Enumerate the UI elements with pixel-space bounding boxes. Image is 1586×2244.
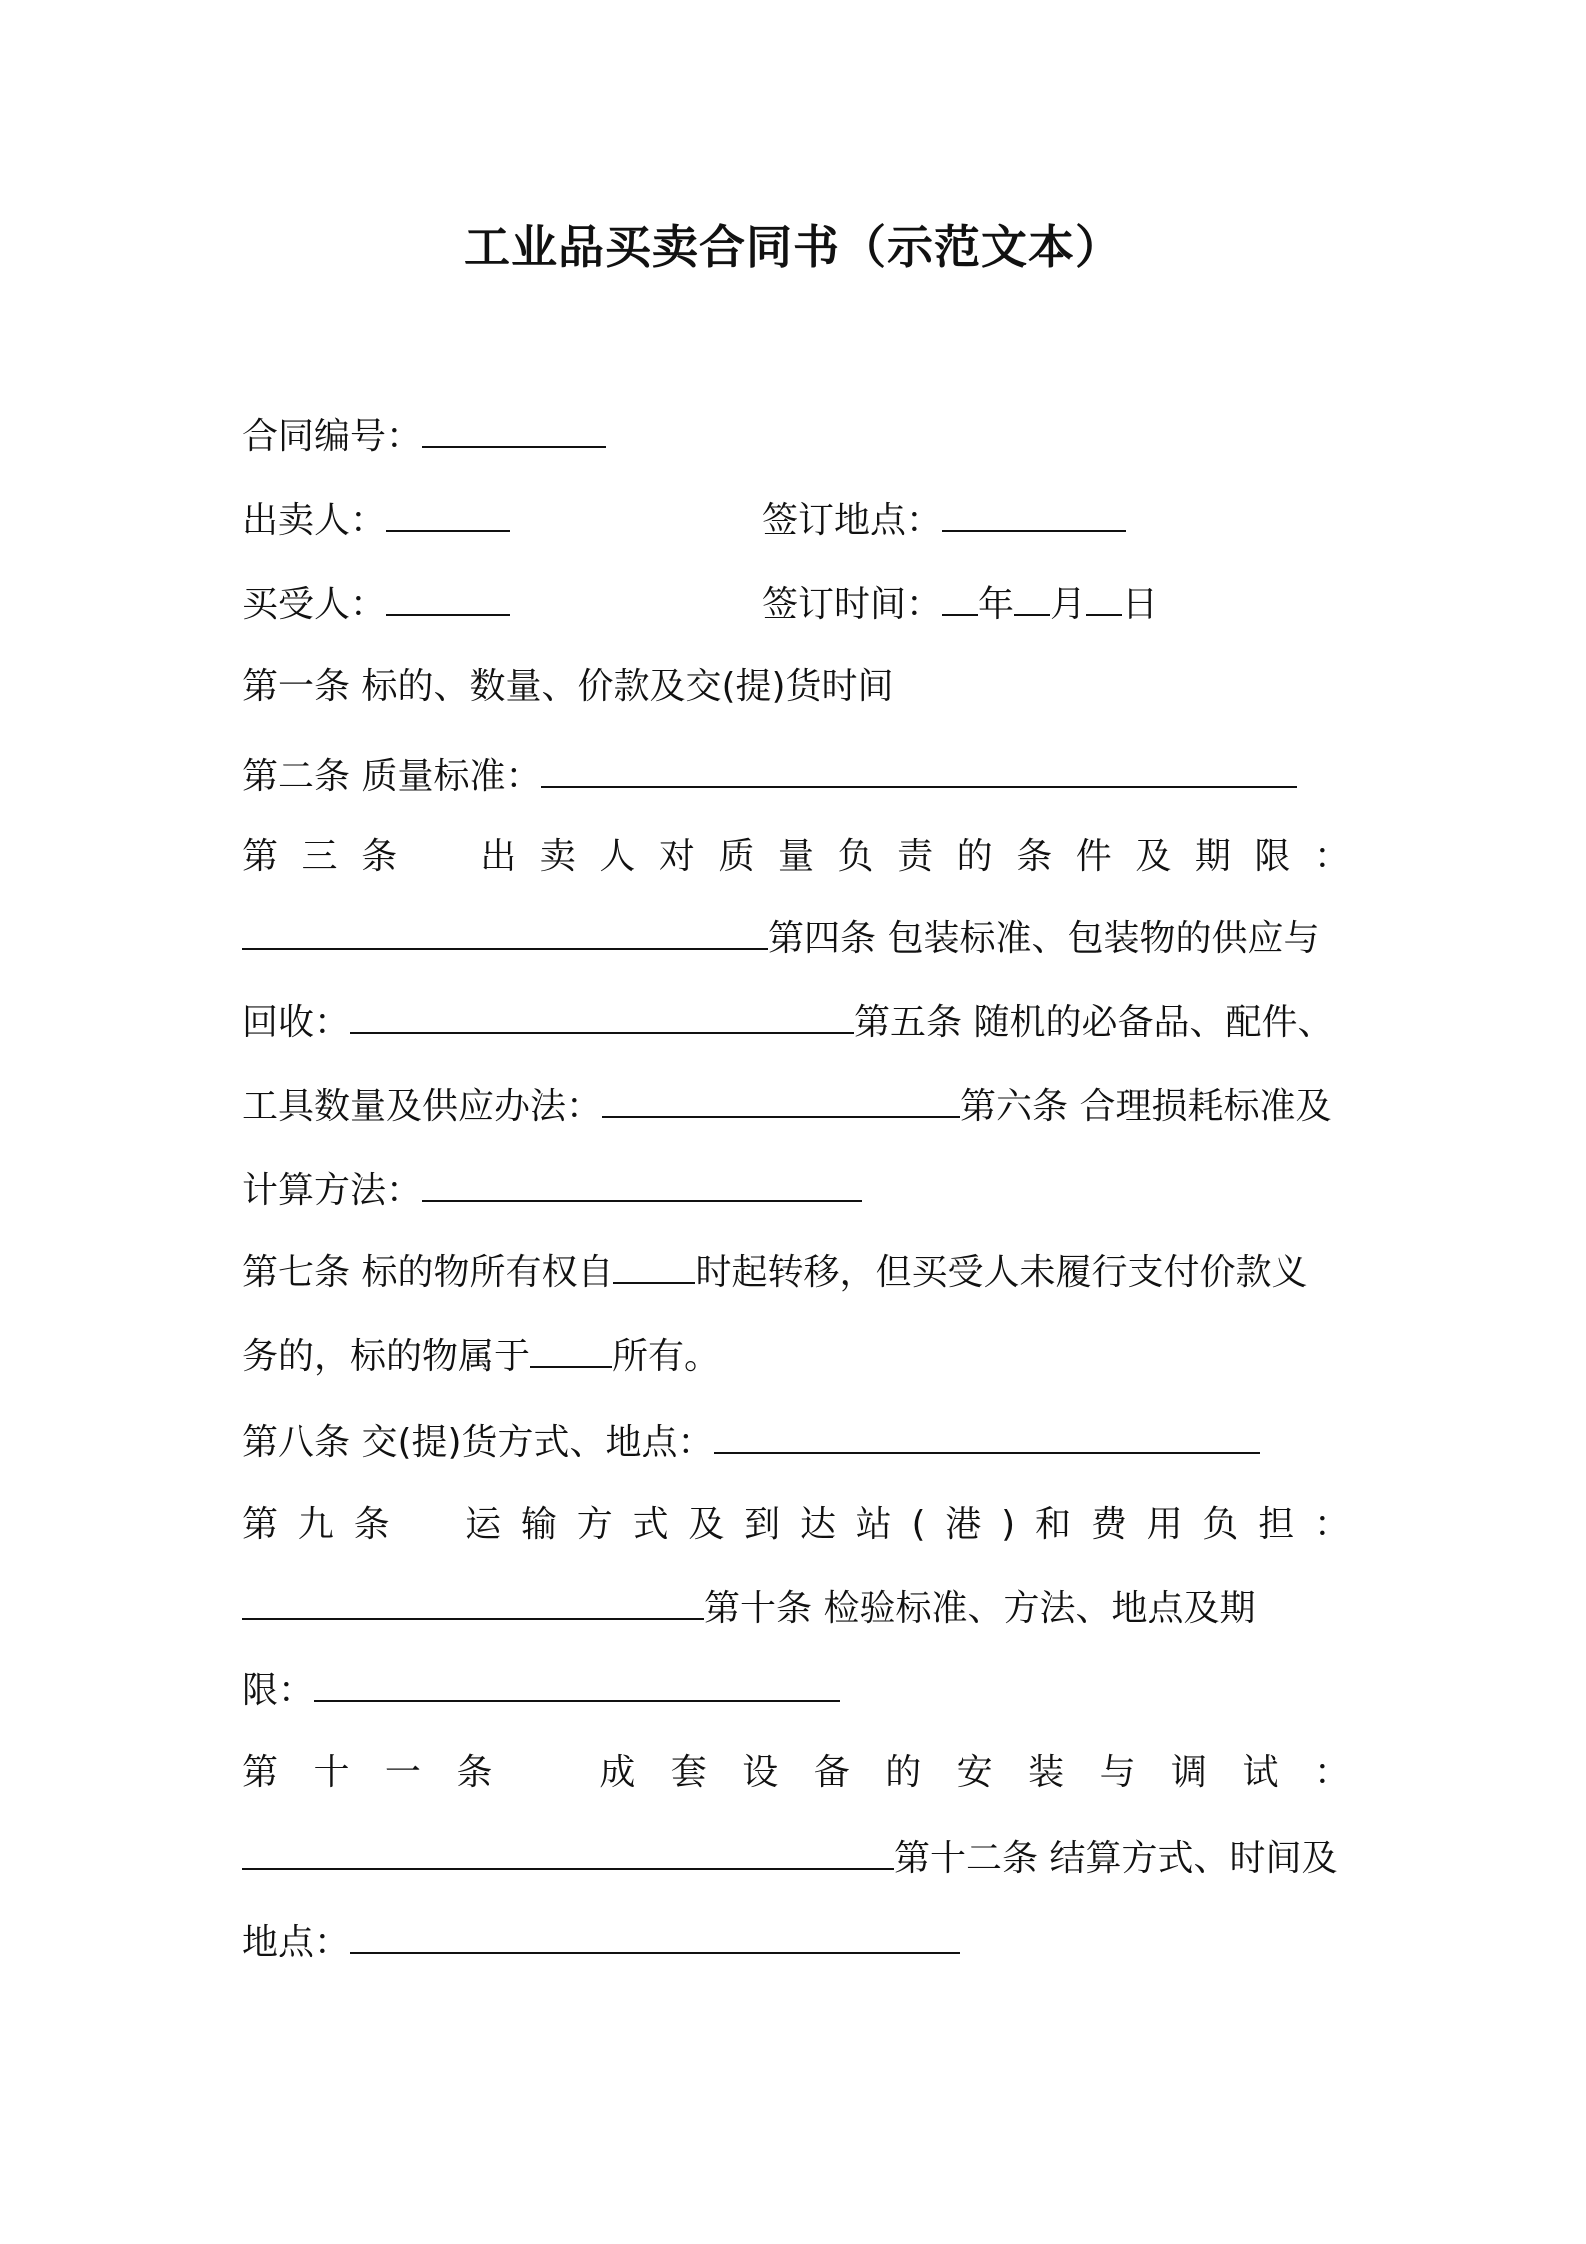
contract-number-blank (422, 412, 606, 448)
article-7-row (242, 1248, 1307, 1298)
article-2-label: 第二条 质量标准： (242, 756, 542, 797)
day-label: 日 (1122, 584, 1159, 625)
article-7-cont: 务的，标的物属于 (242, 1336, 531, 1377)
article-6-cont: 计算方法： (242, 1170, 423, 1211)
article-10-cont-row (242, 1666, 840, 1716)
article-4-cont: 回收： (242, 1002, 351, 1043)
buyer-label: 买受人： (242, 584, 387, 625)
article-5-row (242, 998, 1333, 1048)
document-title: 工业品买卖合同书（示范文本） (464, 220, 1122, 274)
seller-label: 出卖人： (242, 500, 387, 541)
article-6-cont-row (242, 1166, 862, 1216)
article-7-cont-row (242, 1332, 720, 1382)
article-5-label: 第五条 随机的必备品、配件、 (854, 1002, 1334, 1043)
contract-number-row (242, 412, 606, 462)
article-7-blank-2 (530, 1332, 612, 1368)
article-2 (242, 752, 1297, 802)
article-9-blank (242, 1584, 704, 1620)
article-12-cont-row (242, 1918, 960, 1968)
article-6-blank (422, 1166, 862, 1202)
article-5-blank (602, 1082, 960, 1118)
article-8-blank (714, 1418, 1260, 1454)
article-8-label: 第八条 交(提)货方式、地点： (242, 1422, 714, 1463)
article-10-label: 第十条 检验标准、方法、地点及期 (704, 1588, 1256, 1629)
article-12-label: 第十二条 结算方式、时间及 (894, 1838, 1338, 1879)
article-4-label: 第四条 包装标准、包装物的供应与 (768, 918, 1320, 959)
article-3-blank (242, 914, 768, 950)
sign-place-row (762, 496, 1126, 546)
year-blank (942, 580, 978, 616)
article-7-text: 时起转移，但买受人未履行支付价款义 (695, 1252, 1308, 1293)
sign-time-row (762, 580, 1158, 630)
article-7-blank-1 (613, 1248, 695, 1284)
month-label: 月 (1050, 584, 1087, 625)
article-8-row (242, 1418, 1260, 1468)
article-6-label: 第六条 合理损耗标准及 (960, 1086, 1332, 1127)
year-label: 年 (978, 584, 1015, 625)
buyer-row (242, 580, 510, 630)
seller-blank (386, 496, 510, 532)
article-3: 第三条 出卖人对质量负责的条件及期限： (242, 836, 1350, 877)
article-10-blank (314, 1666, 840, 1702)
sign-place-label: 签订地点： (762, 500, 943, 541)
article-6-row (242, 1082, 1331, 1132)
article-12-blank (350, 1918, 960, 1954)
article-11: 第十一条 成套设备的安装与调试： (242, 1752, 1350, 1793)
article-2-blank (541, 752, 1297, 788)
article-5-cont: 工具数量及供应办法： (242, 1086, 603, 1127)
article-9: 第九条 运输方式及到达站(港)和费用负担： (242, 1504, 1350, 1545)
seller-row (242, 496, 510, 546)
sign-place-blank (942, 496, 1126, 532)
buyer-blank (386, 580, 510, 616)
article-7-end: 所有。 (612, 1336, 721, 1377)
contract-number-label: 合同编号： (242, 416, 423, 457)
article-12-cont: 地点： (242, 1922, 351, 1963)
article-12-row (242, 1834, 1337, 1884)
day-blank (1086, 580, 1122, 616)
article-10-row (242, 1584, 1255, 1634)
article-1: 第一条 标的、数量、价款及交(提)货时间 (242, 666, 894, 707)
article-7-label: 第七条 标的物所有权自 (242, 1252, 614, 1293)
article-11-blank (242, 1834, 894, 1870)
month-blank (1014, 580, 1050, 616)
sign-time-label: 签订时间： (762, 584, 943, 625)
article-4-row (242, 914, 1319, 964)
article-10-cont: 限： (242, 1670, 315, 1711)
article-4-blank (350, 998, 854, 1034)
